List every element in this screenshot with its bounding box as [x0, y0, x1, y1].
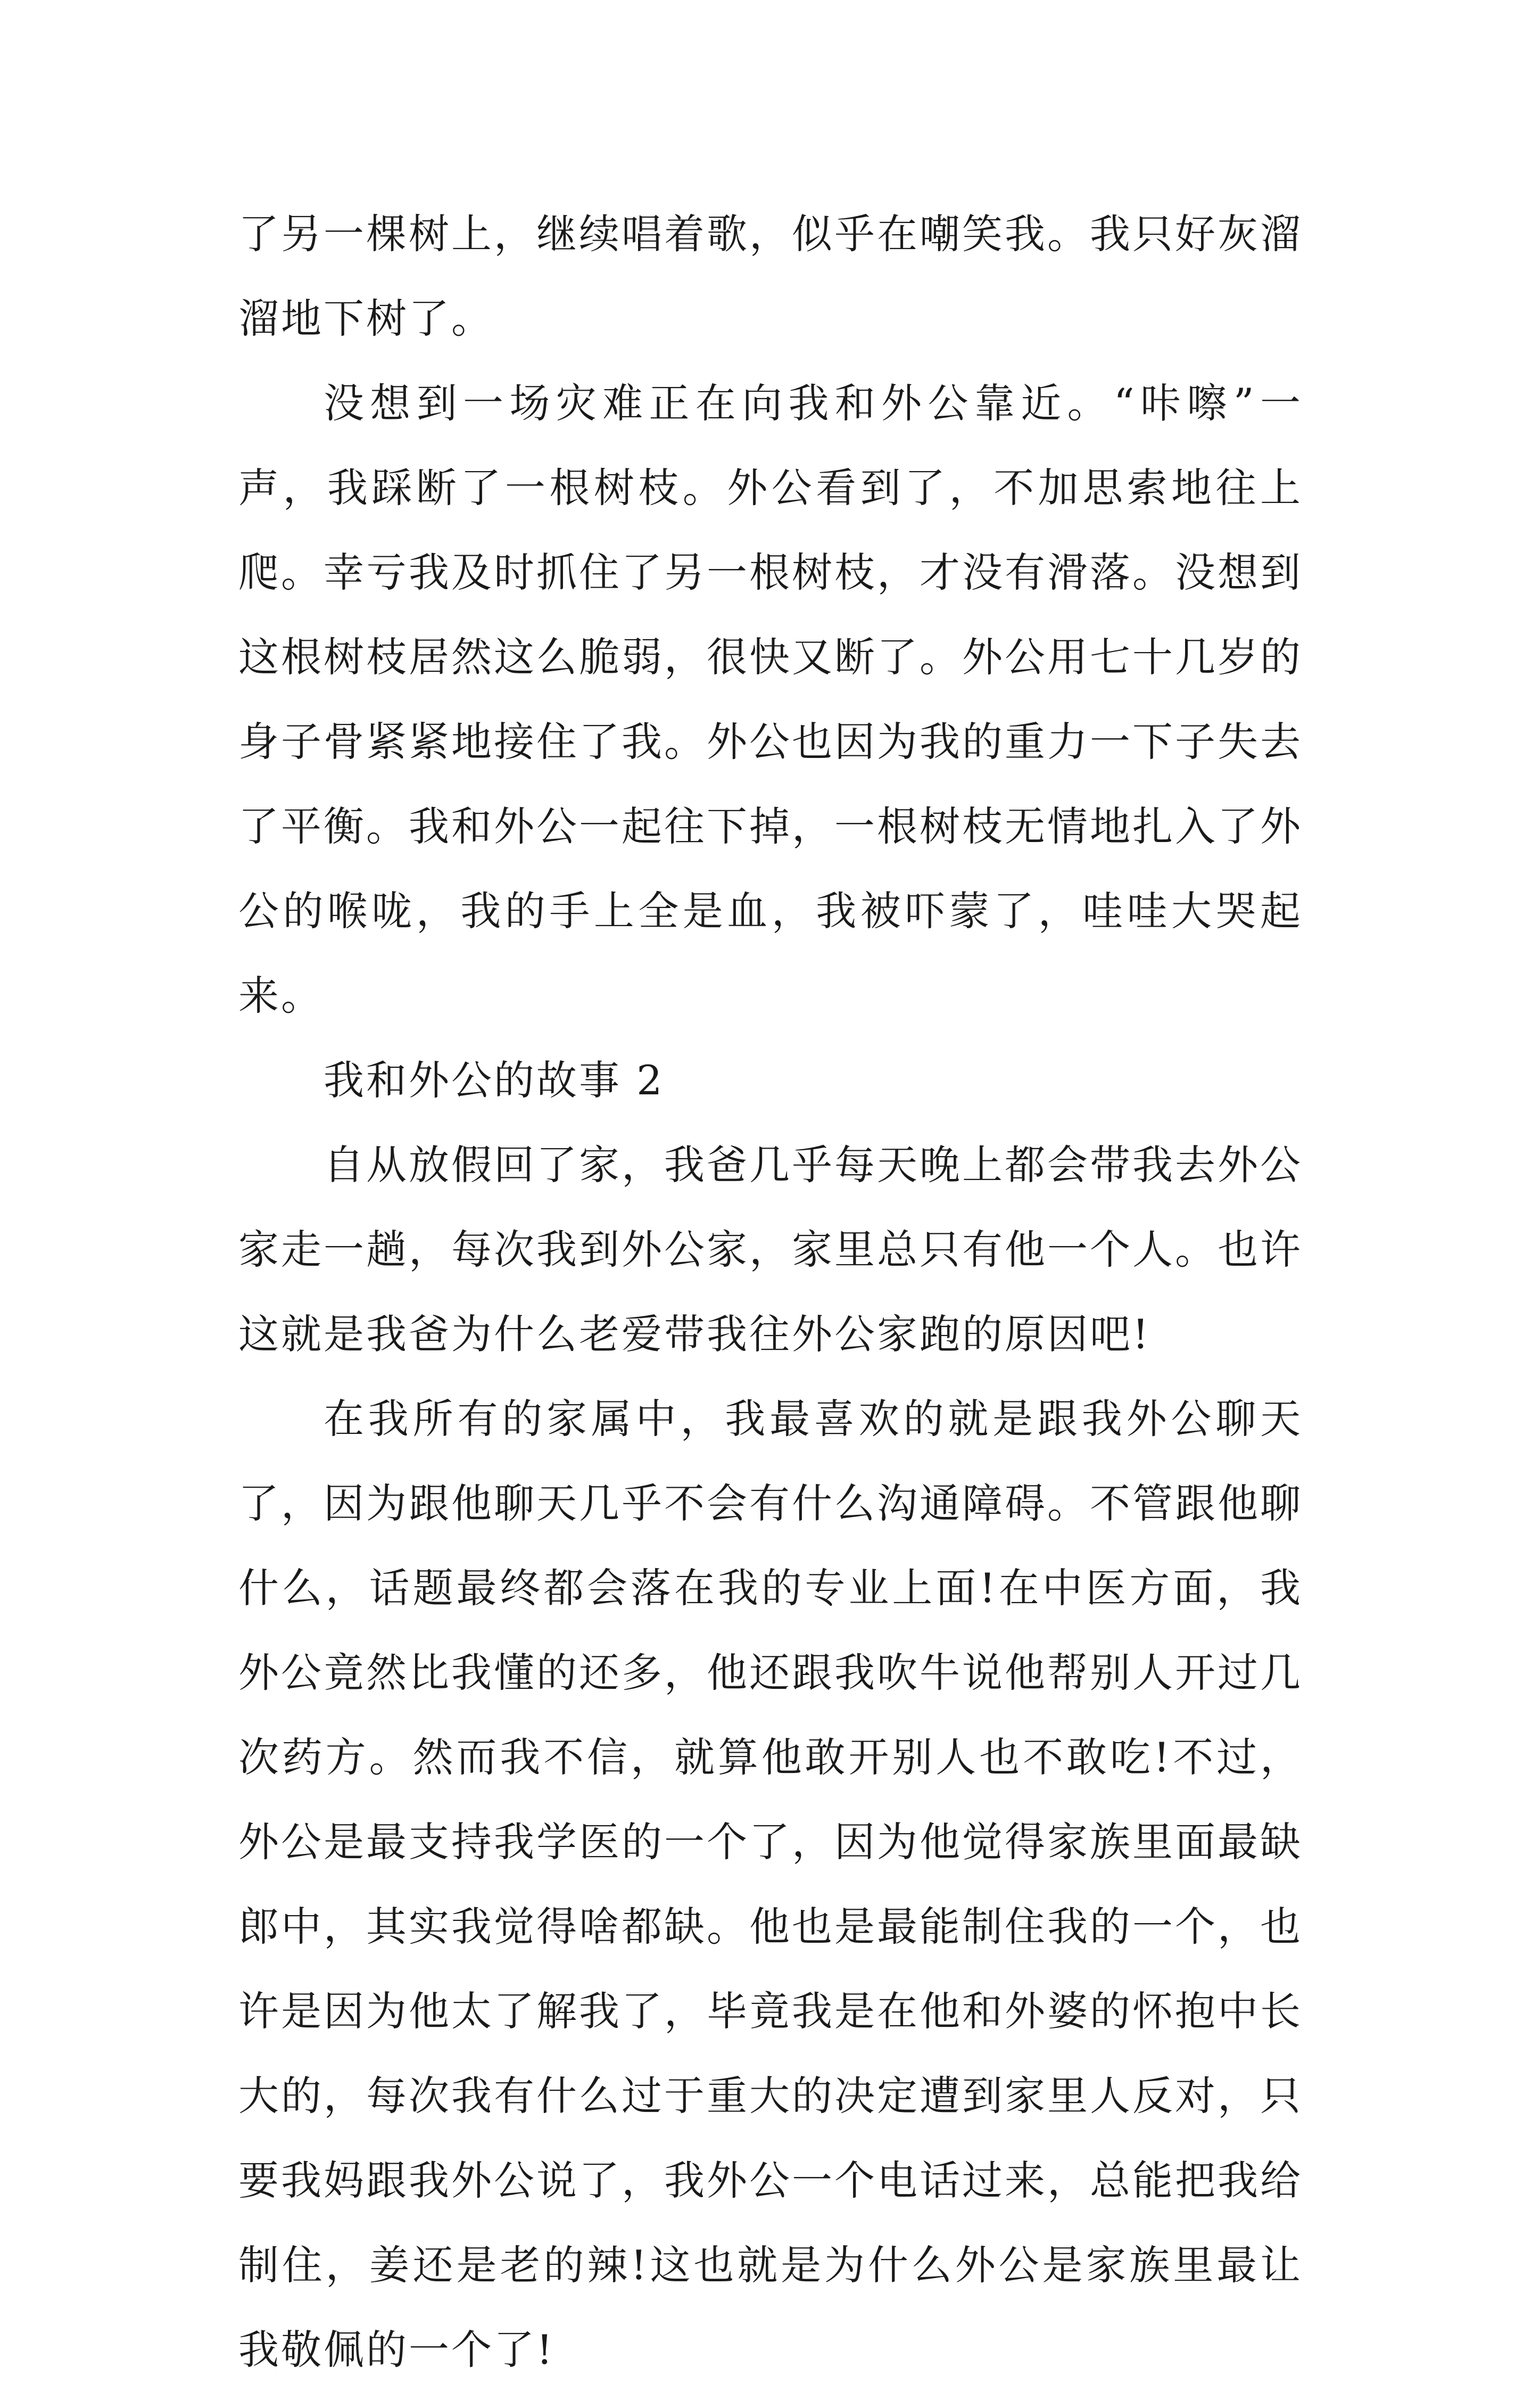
- body-text: [238, 192, 1303, 2392]
- paragraph-accident: 没想到一场灾难正在向我和外公靠近。“咔嚓”一声，我踩断了一根树枝。外公看到了，不加思索地往上爬。幸亏我及时抓住了另一根树枝，才没有滑落。没想到这根树枝居然这么脆弱，很快又断了。外公用七十几岁的身子骨紧紧地接住了我。外公也因为我的重力一下子失去了平衡。我和外公一起往下掉，一根树枝无情地扎入了外公的喉咙，我的手上全是血，我被吓蒙了，哇哇大哭起来。: [238, 380, 1303, 1019]
- paragraph-chatting: 在我所有的家属中，我最喜欢的就是跟我外公聊天了，因为跟他聊天几乎不会有什么沟通障碍。不管跟他聊什么，话题最终都会落在我的专业上面!在中医方面，我外公竟然比我懂的还多，他还跟我吹牛说他帮别人开过几次药方。然而我不信，就算他敢开别人也不敢吃!不过，外公是最支持我学医的一个了，因为他觉得家族里面最缺郎中，其实我觉得啥都缺。他也是最能制住我的一个，也许是因为他太了解我了，毕竟我是在他和外婆的怀抱中长大的，每次我有什么过于重大的决定遭到家里人反对，只要我妈跟我外公说了，我外公一个电话过来，总能把我给制住，姜还是老的辣!这也就是为什么外公是家族里最让我敬佩的一个了!: [238, 1395, 1303, 2373]
- paragraph-visits: 自从放假回了家，我爸几乎每天晚上都会带我去外公家走一趟，每次我到外公家，家里总只有他一个人。也许这就是我爸为什么老爱带我往外公家跑的原因吧!: [238, 1141, 1303, 1358]
- paragraph-continued: 了另一棵树上，继续唱着歌，似乎在嘲笑我。我只好灰溜溜地下树了。: [238, 210, 1303, 342]
- section-heading: 我和外公的故事 2: [324, 1057, 665, 1104]
